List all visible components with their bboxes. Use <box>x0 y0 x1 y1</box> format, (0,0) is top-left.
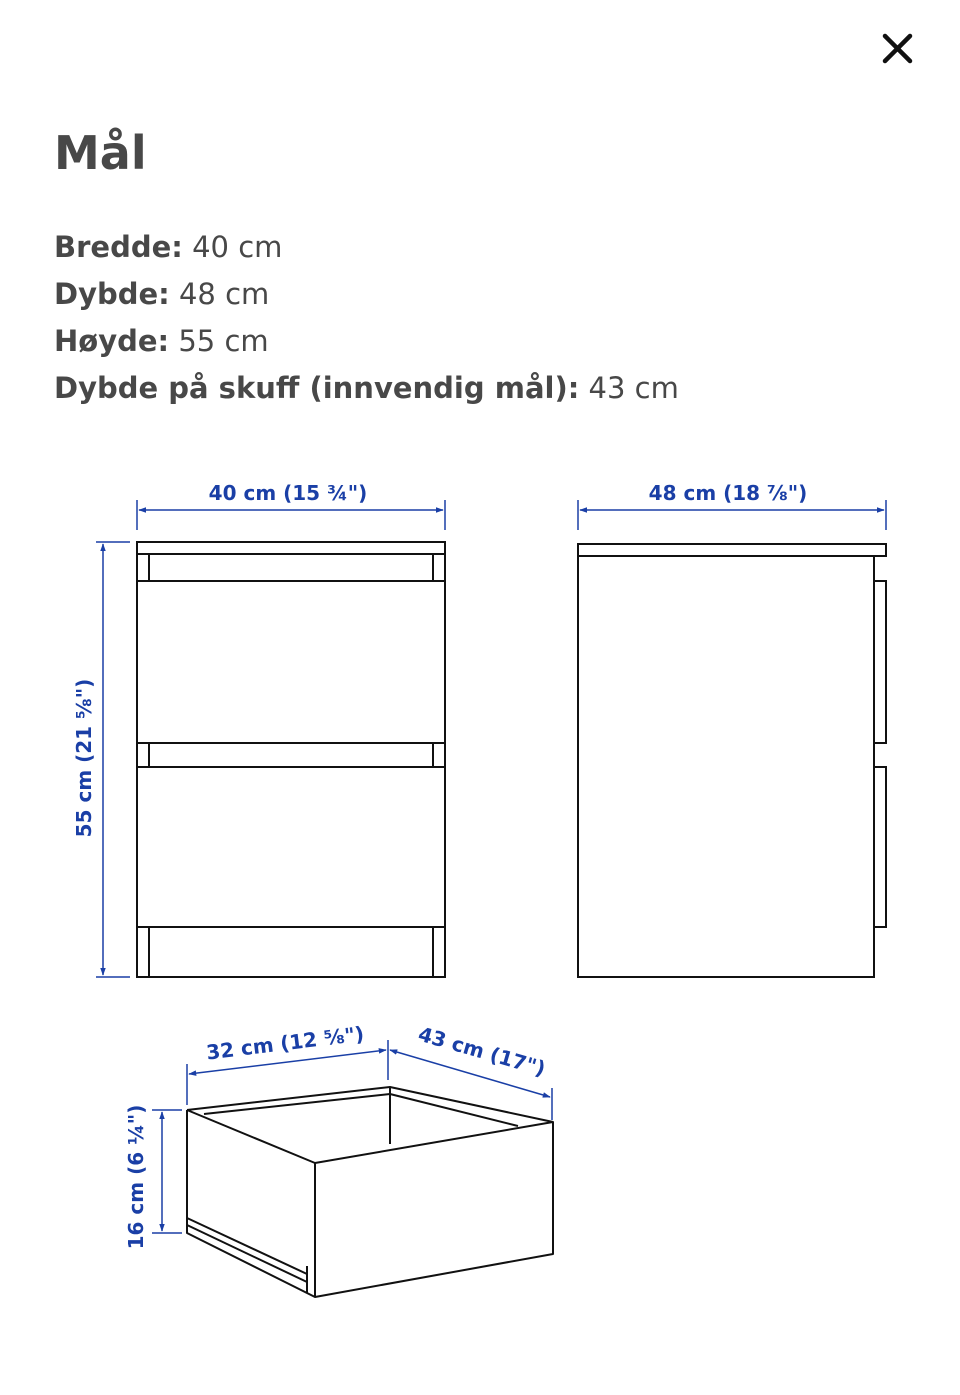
dimension-drawing <box>0 470 960 1350</box>
side-cabinet <box>578 544 886 977</box>
dimension-label: Høyde: <box>54 324 170 358</box>
front-height-label: 55 cm (21 ⅝") <box>72 678 96 838</box>
drawer-depth-label: 43 cm (17") <box>415 1021 549 1081</box>
front-view <box>72 481 445 977</box>
dimension-value: 48 cm <box>178 277 270 311</box>
side-view <box>578 481 886 977</box>
side-drawer-front-top <box>874 581 886 743</box>
drawer-view <box>124 1021 553 1297</box>
front-drawer-top <box>137 581 445 743</box>
dimension-row-width <box>54 224 679 271</box>
close-icon <box>870 22 924 76</box>
front-cabinet <box>137 542 445 977</box>
dimension-list <box>54 224 679 412</box>
dimension-value: 40 cm <box>192 230 283 264</box>
page-title: Mål <box>54 126 147 180</box>
dimension-label: Dybde: <box>54 277 170 311</box>
dimension-label: Dybde på skuff (innvendig mål): <box>54 371 580 405</box>
front-height-dimension <box>96 542 130 977</box>
side-drawer-front-bottom <box>874 767 886 927</box>
front-drawer-bottom <box>137 767 445 927</box>
dimension-value: 55 cm <box>178 324 269 358</box>
dimension-label: Bredde: <box>54 230 183 264</box>
drawer-height-label: 16 cm (6 ¼") <box>124 1104 148 1250</box>
dimension-value: 43 cm <box>588 371 679 405</box>
drawer-width-label: 32 cm (12 ⅝") <box>204 1021 366 1065</box>
drawer-height-dimension <box>152 1110 182 1233</box>
close-button[interactable] <box>870 22 924 76</box>
dimension-row-height <box>54 318 679 365</box>
dimension-row-depth <box>54 271 679 318</box>
dimension-row-drawer-depth <box>54 365 679 412</box>
front-width-label: 40 cm (15 ¾") <box>208 481 368 505</box>
drawer-box <box>187 1087 553 1297</box>
side-depth-label: 48 cm (18 ⅞") <box>648 481 808 505</box>
